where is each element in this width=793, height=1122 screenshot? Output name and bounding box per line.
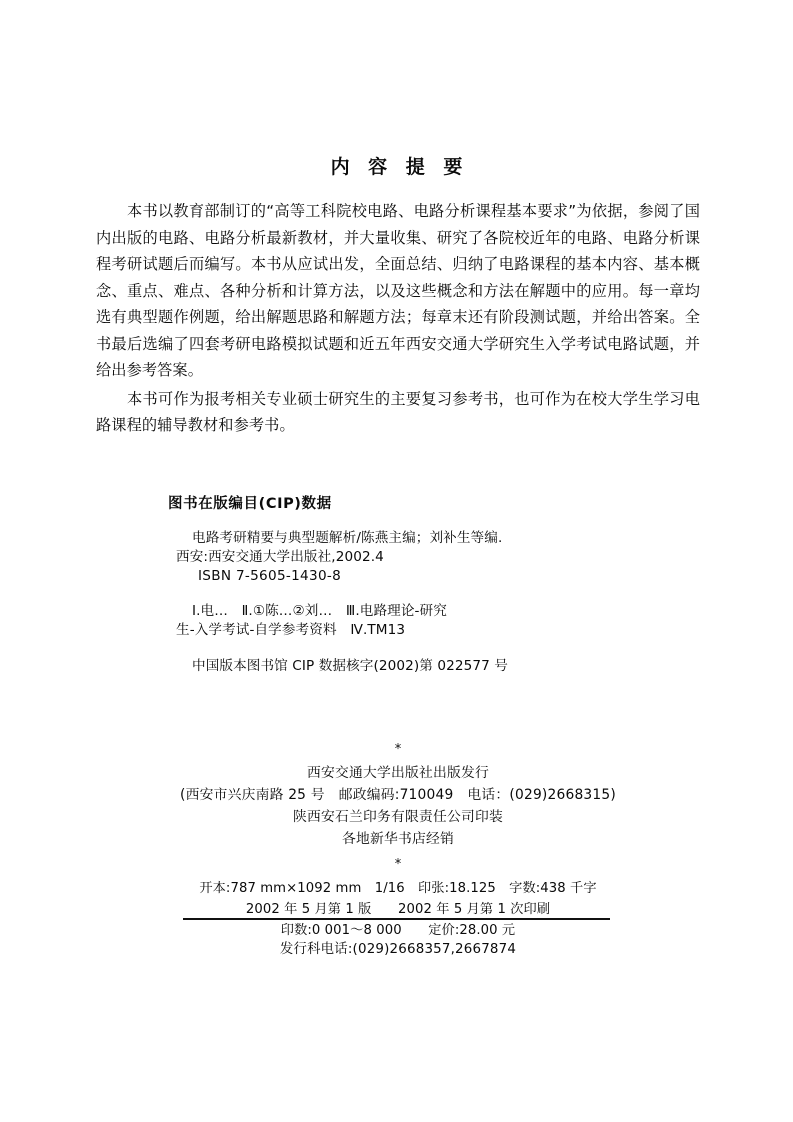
cip-isbn: ISBN 7-5605-1430-8 xyxy=(198,568,342,584)
distribution-phone: 发行科电话:(029)2668357,2667874 xyxy=(279,942,517,957)
cip-classification-line-2: 生-入学考试-自学参考资料 Ⅳ.TM13 xyxy=(176,622,406,638)
colophon-block xyxy=(96,742,700,941)
spec-edition: 2002 年 5 月第 1 版 2002 年 5 月第 1 次印刷 xyxy=(245,902,551,917)
abstract-paragraph-2: 本书可作为报考相关专业硕士研究生的主要复习参考书，也可作为在校大学生学习电路课程的辅导教材和参考书。 xyxy=(96,389,700,434)
cip-classification xyxy=(176,602,628,640)
ornament-star-top: * xyxy=(394,742,402,757)
cip-publisher-line: 西安:西安交通大学出版社,2002.4 xyxy=(176,549,384,565)
horizontal-rule xyxy=(183,918,610,920)
distributor-name: 各地新华书店经销 xyxy=(342,831,454,847)
cip-body xyxy=(168,529,628,676)
cip-classification-line-1: Ⅰ.电… Ⅱ.①陈…②刘… Ⅲ.电路理论-研究 xyxy=(192,603,447,619)
page-title: 内 容 提 要 xyxy=(330,156,469,178)
cip-heading: 图书在版编目(CIP)数据 xyxy=(168,496,332,512)
spec-print-run: 印数:0 001～8 000 定价:28.00 元 xyxy=(280,923,516,938)
cip-number: 中国版本图书馆 CIP 数据核字(2002)第 022577 号 xyxy=(192,658,508,674)
cip-data-block xyxy=(168,492,628,676)
cip-title-line: 电路考研精要与典型题解析/陈燕主编；刘补生等编. xyxy=(192,530,503,546)
publisher-name: 西安交通大学出版社出版发行 xyxy=(307,765,489,781)
ornament-star-bottom: * xyxy=(394,857,402,872)
spec-format: 开本:787 mm×1092 mm 1/16 印张:18.125 字数:438 千字 xyxy=(199,881,597,896)
printer-name: 陕西安石兰印务有限责任公司印装 xyxy=(293,809,503,825)
abstract-section xyxy=(96,198,700,441)
publisher-address: (西安市兴庆南路 25 号 邮政编码:710049 电话：(029)2668315) xyxy=(180,787,616,803)
abstract-paragraph-1: 本书以教育部制订的“高等工科院校电路、电路分析课程基本要求”为依据，参阅了国内出版的电路、电路分析最新教材，并大量收集、研究了各院校近年的电路、电路分析课程考研试题后而编写。本书从应试出发，全面总结、归纳了电路课程的基本内容、基本概念、重点、难点、各种分析和计算方法，以及这些概念和方法在解题中的应用。每一章均选有典型题作例题，给出解题思路和解题方法；每章末还有阶段测试题，并给出答案。全书最后选编了四套考研电路模拟试题和近五年西安交通大学研究生入学考试电路试题，并给出参考答案。 xyxy=(96,202,700,379)
